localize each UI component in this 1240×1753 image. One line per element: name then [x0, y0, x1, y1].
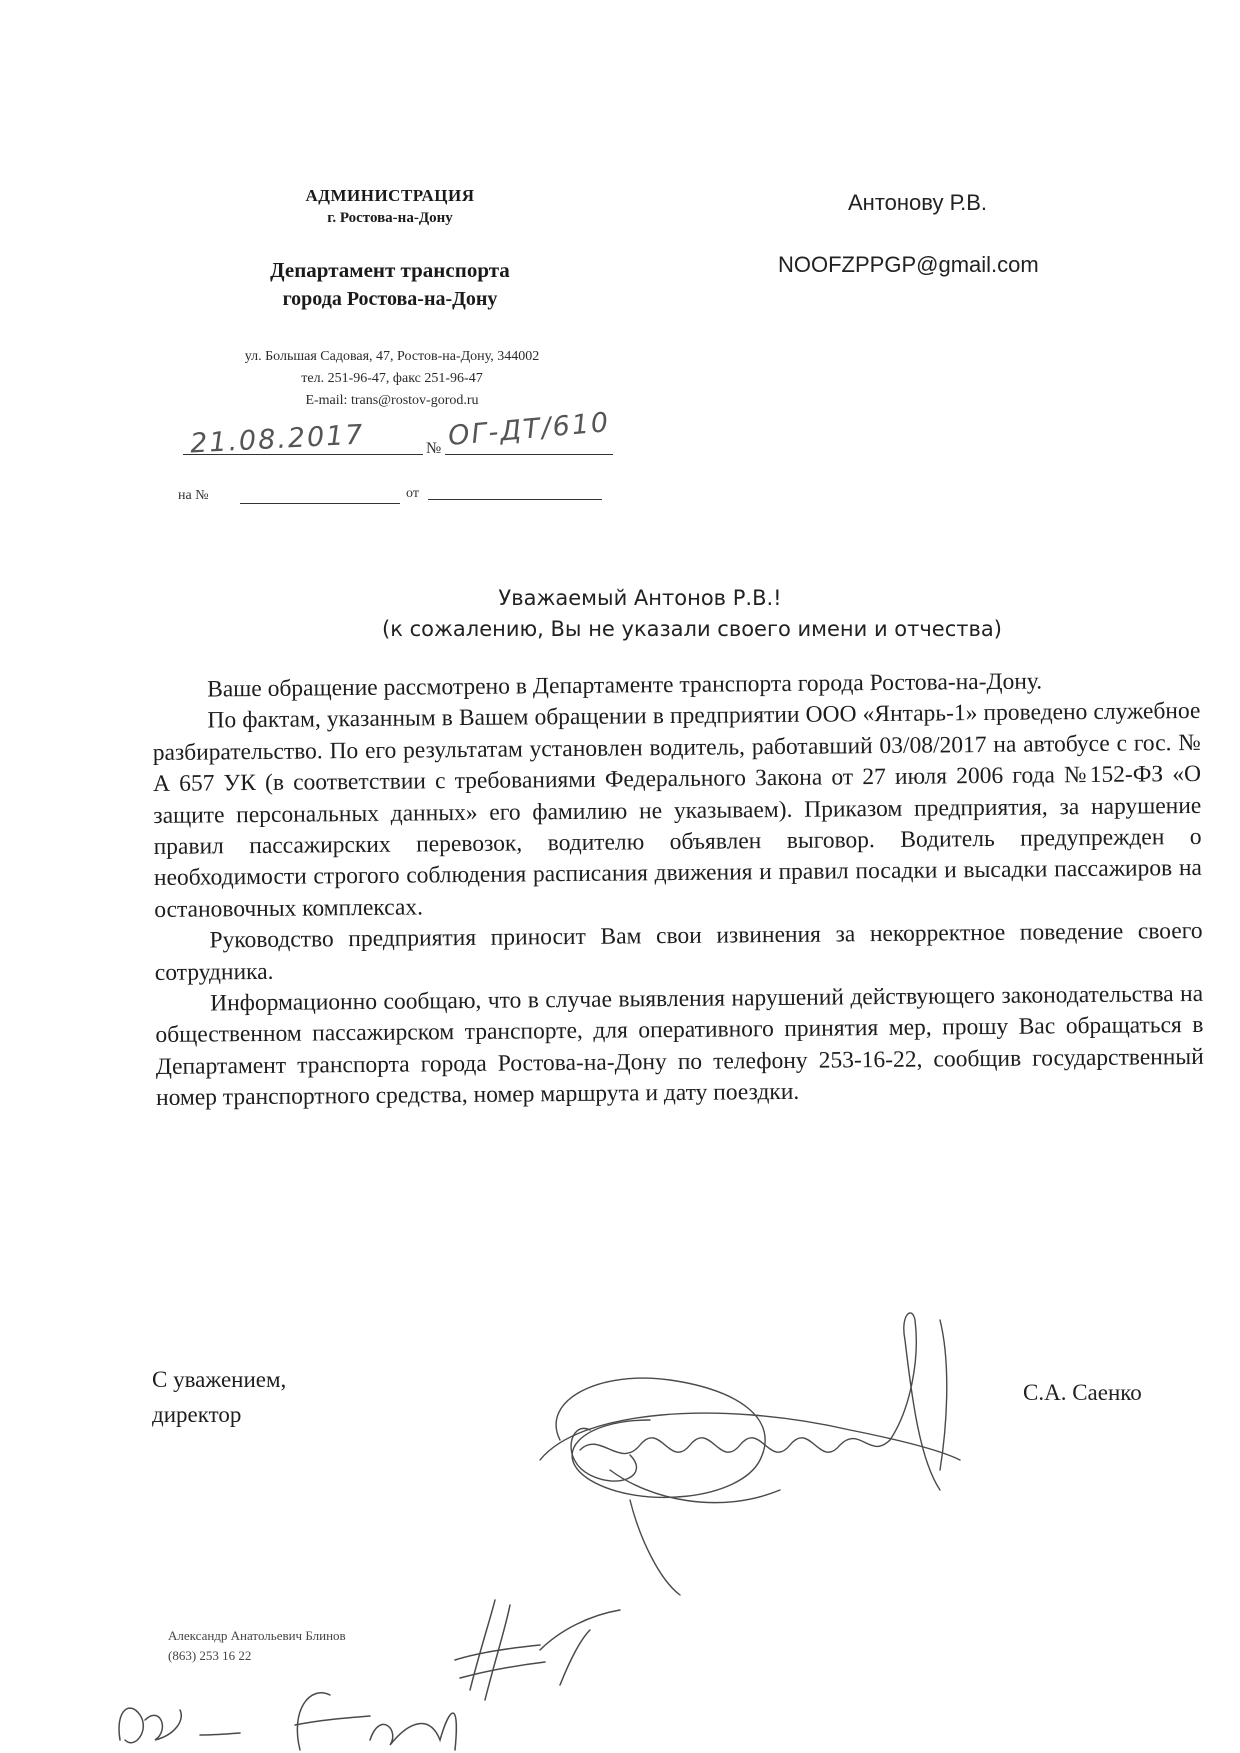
letterhead-email: E-mail: trans@rostov-gorod.ru — [305, 393, 479, 408]
reference-from-line — [428, 499, 602, 500]
body-paragraph: По фактам, указанным в Вашем обращении в предприятии ООО «Янтарь-1» проведено служебное разбирательство. По его результатам установлен водитель, работавший 03/08/2017 на автобусе с гос. № А 657 УК (в соответствии с требованиями Федерального Закона от 27 июля 2006 года №152-ФЗ «О защите персональных данных» его фамилию не указываем). Приказом предприятия, за нарушение правил пассажирских перевозок, водителю объявлен выговор. Водитель предупрежден о необходимости строгого соблюдения расписания движения и правил посадки и высадки пассажиров на остановочных комплексах. — [152, 698, 1203, 923]
letterhead-department-city: города Ростова-на-Дону — [282, 288, 498, 310]
registration-date: 21.08.2017 — [189, 419, 366, 460]
letterhead-phones: тел. 251-96-47, факс 251-96-47 — [301, 371, 483, 386]
body-paragraph: Ваше обращение рассмотрено в Департаменте транспорта города Ростова-на-Дону. — [207, 668, 1043, 703]
closing-block — [152, 1362, 286, 1432]
body-paragraph: Информационно сообщаю, что в случае выявления нарушений действующего законодательства на общественном пассажирском транспорте, для оперативного принятия мер, прошу Вас обращаться в Департамент транспорта города Ростова-на-Дону по телефону 253-16-22, сообщив государственный номер транспортного средства, номер маршрута и дату поездки. — [155, 980, 1204, 1112]
reference-label: на № — [178, 488, 209, 503]
letterhead-department: Департамент транспорта — [270, 258, 510, 282]
salutation-note: (к сожалению, Вы не указали своего имени и отчества) — [382, 617, 1002, 641]
signer-name: С.А. Саенко — [1023, 1380, 1142, 1405]
executor-name: Александр Анатольевич Блинов — [168, 1628, 346, 1643]
letter-body — [152, 665, 1204, 1115]
closing-title: директор — [152, 1402, 242, 1427]
reference-line — [240, 503, 400, 504]
letterhead-address: ул. Большая Садовая, 47, Ростов-на-Дону, 344002 — [244, 349, 540, 364]
salutation: Уважаемый Антонов Р.В.! — [498, 586, 782, 610]
registration-number: ОГ-ДТ/610 — [446, 406, 612, 453]
date-line — [183, 454, 423, 455]
number-label: № — [426, 440, 442, 457]
body-paragraph: Руководство предприятия приносит Вам свои извинения за некорректное поведение своего сотрудника. — [154, 918, 1203, 986]
letterhead-city: г. Ростова-на-Дону — [327, 210, 453, 226]
recipient-name: Антонову Р.В. — [848, 190, 988, 215]
executor-phone: (863) 253 16 22 — [168, 1648, 252, 1663]
letterhead-admin: АДМИНИСТРАЦИЯ — [305, 186, 475, 205]
signature-icon — [520, 1300, 980, 1600]
recipient-email: NOOFZPPGP@gmail.com — [778, 252, 1039, 277]
closing-regards: С уважением, — [152, 1367, 287, 1392]
number-line — [445, 454, 613, 455]
handwritten-marks-icon — [0, 1590, 700, 1753]
reference-from-label: от — [406, 486, 419, 501]
